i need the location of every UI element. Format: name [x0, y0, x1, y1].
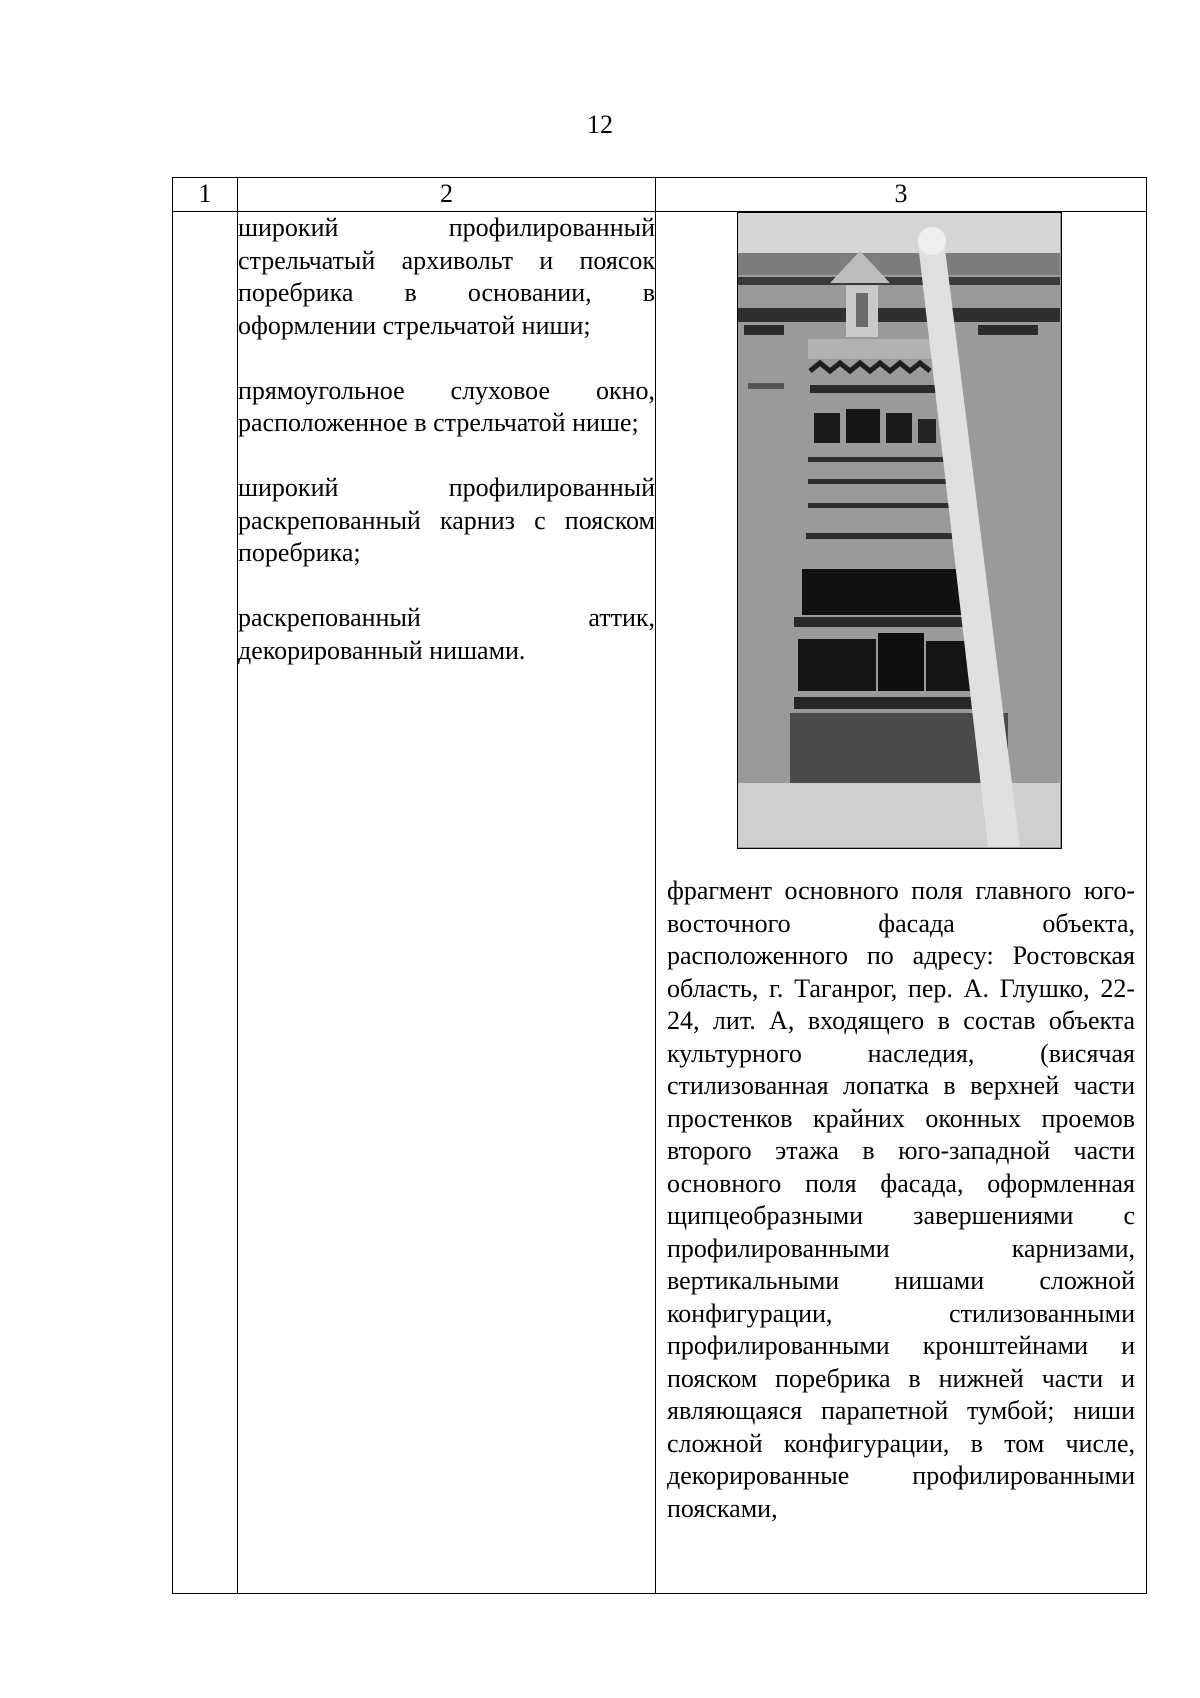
row-number-cell	[173, 212, 238, 1594]
page-number: 12	[587, 110, 613, 139]
column-header-2: 2	[238, 178, 656, 212]
document-table	[172, 177, 1147, 1594]
description-paragraph: прямоугольное слуховое окно, расположенное в стрельчатой нише;	[238, 375, 655, 437]
column-header-3: 3	[656, 178, 1147, 212]
description-cell	[238, 212, 656, 1594]
description-paragraph: раскрепованный аттик, декорированный нишами.	[238, 603, 655, 665]
description-paragraph: широкий профилированный раскрепованный карниз с пояском поребрика;	[238, 473, 655, 567]
photo-caption: фрагмент основного поля главного юго-восточного фасада объекта, расположенного по адресу: Ростовская область, г. Таганрог, пер. А. Глушко, 22-24, лит. А, входящего в состав объекта культурного наследия, (висячая стилизованная лопатка в верхней части простенков крайних оконных проемов второго этажа в юго-западной части основного поля фасада, оформленная щипцеобразными завершениями с профилированными карнизами, вертикальными нишами сложной конфигурации, стилизованными профилированными кронштейнами и пояском поребрика в нижней части и являющаяся парапетной тумбой; ниши сложной конфигурации, в том числе, декорированные профилированными поясками,	[667, 876, 1135, 1523]
column-header-1: 1	[173, 178, 238, 212]
facade-photo	[737, 212, 1062, 849]
table-row	[173, 212, 1147, 1594]
table-header-row	[173, 178, 1147, 212]
photo-cell	[656, 212, 1147, 1594]
description-paragraph: широкий профилированный стрельчатый архивольт и поясок поребрика в основании, в оформлении стрельчатой ниши;	[238, 213, 655, 340]
